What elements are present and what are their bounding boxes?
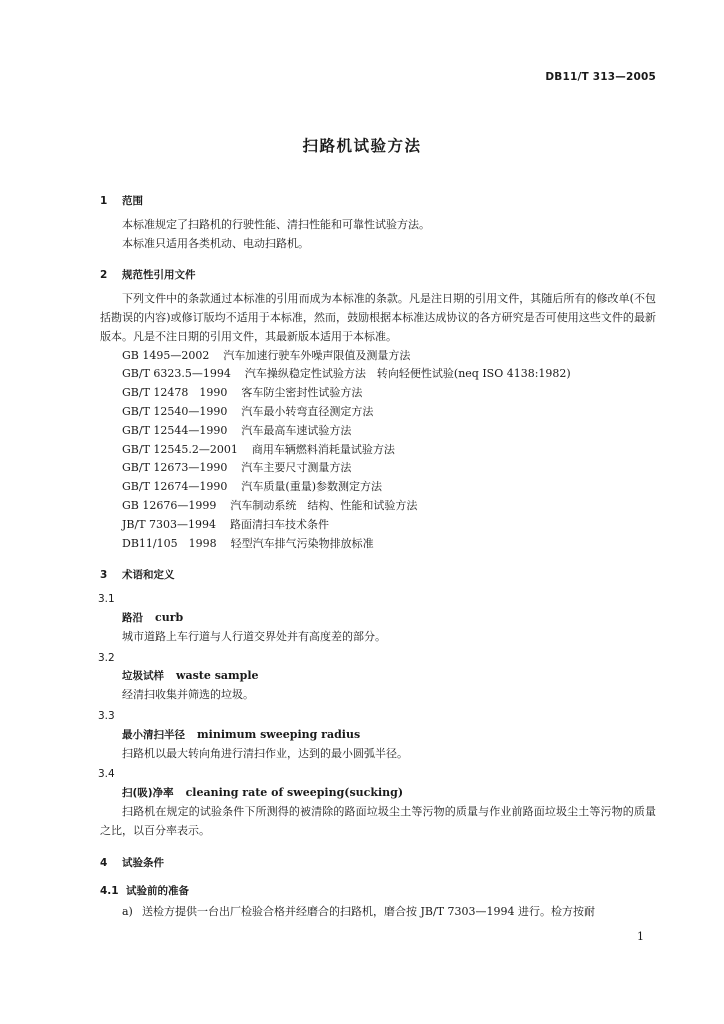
section-number: 1 [100, 195, 108, 207]
subsection-number: 4.1 [100, 885, 119, 898]
reference-title: 汽车最小转弯直径测定方法 [241, 404, 374, 418]
reference-code: GB 1495—2002 [122, 348, 210, 362]
reference-code: GB/T 12540—1990 [122, 404, 228, 418]
subsection-title: 试验前的准备 [126, 885, 189, 898]
reference-title: 汽车制动系统 结构、性能和试验方法 [230, 498, 418, 512]
reference-title: 汽车加速行驶车外噪声限值及测量方法 [223, 348, 411, 362]
reference-item [100, 422, 656, 441]
term-english: curb [155, 610, 184, 624]
section-heading-normative-references [100, 266, 656, 285]
list-marker: a) [122, 905, 133, 919]
term-name [100, 726, 656, 745]
reference-code: GB/T 12478 1990 [122, 386, 228, 400]
term-name [100, 609, 656, 628]
reference-code: JB/T 7303—1994 [122, 517, 217, 531]
term-entry [100, 707, 656, 763]
reference-title: 路面清扫车技术条件 [230, 517, 330, 531]
reference-title: 汽车主要尺寸测量方法 [241, 461, 352, 475]
term-definition: 扫路机以最大转向角进行清扫作业，达到的最小圆弧半径。 [122, 746, 408, 760]
term-definition: 城市道路上车行道与人行道交界处并有高度差的部分。 [122, 629, 386, 643]
term-definition: 经清扫收集并筛选的垃圾。 [122, 688, 254, 702]
term-name [100, 784, 656, 803]
reference-title: 客车防尘密封性试验方法 [241, 386, 363, 400]
reference-title: 商用车辆燃料消耗量试验方法 [251, 442, 395, 456]
term-number: 3.4 [98, 768, 115, 781]
reference-item [100, 384, 656, 403]
term-entry [100, 649, 656, 705]
standard-code: DB11/T 313—2005 [545, 71, 656, 83]
reference-code: GB 12676—1999 [122, 498, 217, 512]
term-number: 3.1 [98, 593, 115, 606]
scope-paragraph: 本标准规定了扫路机的行驶性能、清扫性能和可靠性试验方法。 [122, 217, 430, 231]
reference-item [100, 535, 656, 554]
reference-code: GB/T 6323.5—1994 [122, 367, 231, 381]
scope-paragraph: 本标准只适用各类机动、电动扫路机。 [122, 236, 309, 250]
section-number: 2 [100, 269, 108, 282]
reference-code: GB/T 12545.2—2001 [122, 442, 238, 456]
reference-item [100, 516, 656, 535]
reference-code: DB11/105 1998 [122, 536, 217, 550]
term-name [100, 667, 656, 686]
reference-title: 轻型汽车排气污染物排放标准 [230, 536, 374, 550]
term-entry [100, 590, 656, 646]
reference-list [100, 347, 656, 554]
section-heading-test-conditions [100, 854, 656, 873]
reference-item [100, 403, 656, 422]
term-chinese: 路沿 [122, 611, 143, 624]
term-english: minimum sweeping radius [197, 727, 361, 741]
section-title: 试验条件 [122, 856, 164, 869]
reference-item [100, 497, 656, 516]
reference-code: GB/T 12544—1990 [122, 423, 228, 437]
term-english: cleaning rate of sweeping(sucking) [185, 786, 404, 800]
section-number: 4 [100, 856, 108, 869]
document-body [100, 192, 656, 922]
term-number: 3.3 [98, 709, 115, 722]
reference-item [100, 459, 656, 478]
term-number: 3.2 [98, 651, 115, 664]
list-item-text: 送检方提供一台出厂检验合格并经磨合的扫路机，磨合按 JB/T 7303—1994 进行。检方按耐 [142, 905, 596, 919]
reference-item [100, 347, 656, 366]
reference-code: GB/T 12674—1990 [122, 480, 228, 494]
term-english: waste sample [176, 669, 259, 683]
term-chinese: 最小清扫半径 [122, 728, 185, 741]
section-title: 术语和定义 [122, 569, 175, 582]
section-title: 规范性引用文件 [122, 269, 196, 282]
reference-title: 汽车操纵稳定性试验方法 转向轻便性试验(neq ISO 4138:1982) [244, 367, 571, 381]
list-item [100, 903, 656, 922]
page-number: 1 [637, 930, 644, 943]
section-title: 范围 [122, 195, 143, 207]
references-intro: 下列文件中的条款通过本标准的引用而成为本标准的条款。凡是注日期的引用文件，其随后所有的修改单(不包括勘误的内容)或修订版均不适用于本标准，然而，鼓励根据本标准达成协议的各方研究是否可使用这些文件的最新版本。凡是不注日期的引用文件，其最新版本适用于本标准。 [100, 292, 656, 343]
reference-item [100, 478, 656, 497]
section-heading-terms-definitions [100, 566, 656, 585]
term-chinese: 垃圾试样 [122, 670, 164, 683]
reference-item [100, 441, 656, 460]
term-chinese: 扫(吸)净率 [122, 787, 174, 800]
document-title: 扫路机试验方法 [302, 137, 422, 155]
subsection-heading-preparation [100, 882, 656, 901]
term-entry [100, 765, 656, 840]
reference-title: 汽车质量(重量)参数测定方法 [241, 480, 382, 494]
section-number: 3 [100, 569, 108, 582]
reference-title: 汽车最高车速试验方法 [241, 423, 352, 437]
term-definition: 扫路机在规定的试验条件下所测得的被清除的路面垃圾尘土等污物的质量与作业前路面垃圾尘土等污物的质量之比，以百分率表示。 [100, 804, 656, 837]
section-heading-scope [100, 192, 656, 211]
reference-item [100, 365, 656, 384]
reference-code: GB/T 12673—1990 [122, 461, 228, 475]
